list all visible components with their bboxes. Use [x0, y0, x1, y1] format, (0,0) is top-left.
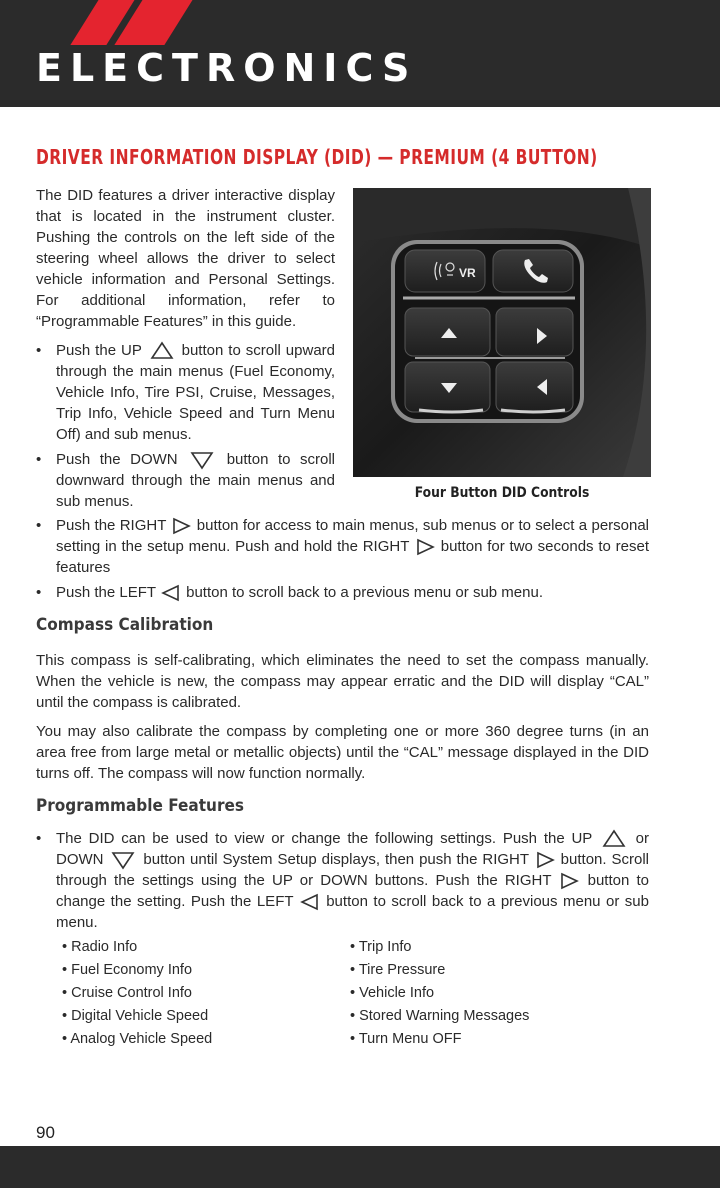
- bullet-left: • Push the LEFT button to scroll back to a previous menu or sub menu.: [36, 584, 543, 601]
- up-triangle-icon: [147, 341, 177, 361]
- list-item-text: Radio Info: [71, 939, 138, 955]
- list-item-text: Tire Pressure: [358, 962, 446, 978]
- list-item-text: Fuel Economy Info: [71, 962, 193, 978]
- bullet-left-after: button to scroll back to a previous menu or sub menu.: [186, 584, 543, 601]
- vr-label: VR: [459, 266, 476, 280]
- bullet-up: • Push the UP button to scroll upward through the main menus (Fuel Economy, Vehicle Info, Tire PSI, Cruise, Messages, Trip Info, Vehicle Speed and Turn Menu Off) and sub menus.: [36, 342, 336, 444]
- bullet-up-after: button to scroll upward through the main menus (Fuel Economy, Vehicle Info, Tire PSI, Cruise, Messages, Trip Info, Vehicle Speed and Turn Menu Off) and sub menus.: [56, 342, 336, 444]
- intro-paragraph: The DID features a driver interactive display that is located in the instrument cluster. Pushing the controls on the left side of the steering wheel allows the driver to select vehicle information and Personal Settings. For additional information, refer to “Programmable Features” in this guide.: [36, 187, 335, 330]
- list-item-text: Cruise Control Info: [71, 985, 192, 1001]
- left-triangle-icon: [160, 584, 182, 602]
- bullet-down-after: button to scroll downward through the main menus and sub menus.: [56, 451, 335, 511]
- list-item-text: Vehicle Info: [359, 985, 435, 1001]
- chapter-title: ELECTRONICS: [36, 46, 418, 90]
- programmable-bullet: • The DID can be used to view or change the following settings. Push the UP or DOWN button until System Setup displays, then push the RIGHT button. Scroll through the settings using the UP or DOWN buttons. Push the RIGHT button to change the setting. Push the LEFT button to scroll back to a previous menu or sub menu.: [36, 830, 650, 932]
- compass-paragraph-1: This compass is self-calibrating, which eliminates the need to set the compass manually. When the vehicle is new, the compass may appear erratic and the DID will display “CAL” until the compass is calibrated.: [36, 652, 649, 711]
- list-item: • Analog Vehicle Speed: [62, 1031, 213, 1047]
- list-item-text: Trip Info: [358, 939, 412, 955]
- down-triangle-icon: [108, 850, 138, 870]
- prog-text-3: button until System Setup displays, then push the RIGHT: [143, 851, 529, 869]
- right-triangle-icon: [414, 538, 436, 556]
- down-triangle-icon: [187, 450, 217, 470]
- list-item: • Digital Vehicle Speed: [62, 1008, 209, 1024]
- list-item: • Turn Menu OFF: [350, 1031, 462, 1047]
- list-item-text: Analog Vehicle Speed: [70, 1031, 213, 1047]
- footer-bar: [0, 1146, 720, 1188]
- prog-text-4: button. Scroll through the settings using the UP or DOWN buttons. Push the RIGHT: [56, 851, 649, 890]
- left-triangle-icon: [299, 893, 321, 911]
- feature-list-right: [350, 936, 529, 1051]
- list-item: • Fuel Economy Info: [62, 962, 193, 978]
- list-item: • Tire Pressure: [350, 962, 446, 978]
- prog-text-5: button to change the setting. Push the LEFT: [56, 872, 649, 911]
- did-controls-photo: [353, 188, 651, 477]
- list-item: • Radio Info: [62, 939, 138, 955]
- list-item: • Stored Warning Messages: [350, 1008, 530, 1024]
- bullet-right: • Push the RIGHT button for access to main menus, sub menus or to select a personal setting in the setup menu. Push and hold the RIGHT button for two seconds to reset features: [36, 517, 650, 576]
- bullet-down: • Push the DOWN button to scroll downward through the main menus and sub menus.: [36, 451, 335, 511]
- section-title: DRIVER INFORMATION DISPLAY (DID) — PREMIUM (4 BUTTON): [36, 145, 598, 169]
- bullet-left-before: Push the LEFT: [56, 584, 156, 601]
- right-triangle-icon: [170, 517, 192, 535]
- list-item: • Vehicle Info: [350, 985, 435, 1001]
- compass-paragraph-2: You may also calibrate the compass by completing one or more 360 degree turns (in an area free from large metal or metallic objects) until the “CAL” message displayed in the DID turns off. The compass will now function normally.: [36, 723, 649, 782]
- programmable-heading: Programmable Features: [36, 796, 244, 816]
- right-triangle-icon: [558, 872, 580, 890]
- compass-heading: Compass Calibration: [36, 615, 214, 635]
- feature-list-left: [62, 936, 212, 1051]
- bullet-up-before: Push the UP: [56, 342, 142, 359]
- right-triangle-icon: [534, 851, 556, 869]
- photo-caption: Four Button DID Controls: [414, 485, 590, 501]
- prog-text-2: or DOWN: [56, 830, 650, 869]
- prog-text-1: The DID can be used to view or change the following settings. Push the UP: [56, 830, 593, 847]
- bullet-down-before: Push the DOWN: [56, 451, 178, 468]
- bullet-right-after: button for two seconds to reset features: [56, 538, 650, 576]
- list-item: • Trip Info: [350, 939, 412, 955]
- page-number: 90: [36, 1123, 55, 1142]
- list-item-text: Digital Vehicle Speed: [71, 1008, 209, 1024]
- list-item-text: Turn Menu OFF: [358, 1031, 462, 1047]
- list-item-text: Stored Warning Messages: [359, 1008, 530, 1024]
- bullet-right-before: Push the RIGHT: [56, 517, 167, 534]
- list-item: • Cruise Control Info: [62, 985, 192, 1001]
- bullet-right-middle: button for access to main menus, sub menus or to select a personal setting in the setup menu. Push and hold the RIGHT: [56, 517, 650, 555]
- up-triangle-icon: [599, 829, 629, 849]
- header-banner: [0, 0, 720, 107]
- prog-text-6: button to scroll back to a previous menu or sub menu.: [56, 893, 649, 932]
